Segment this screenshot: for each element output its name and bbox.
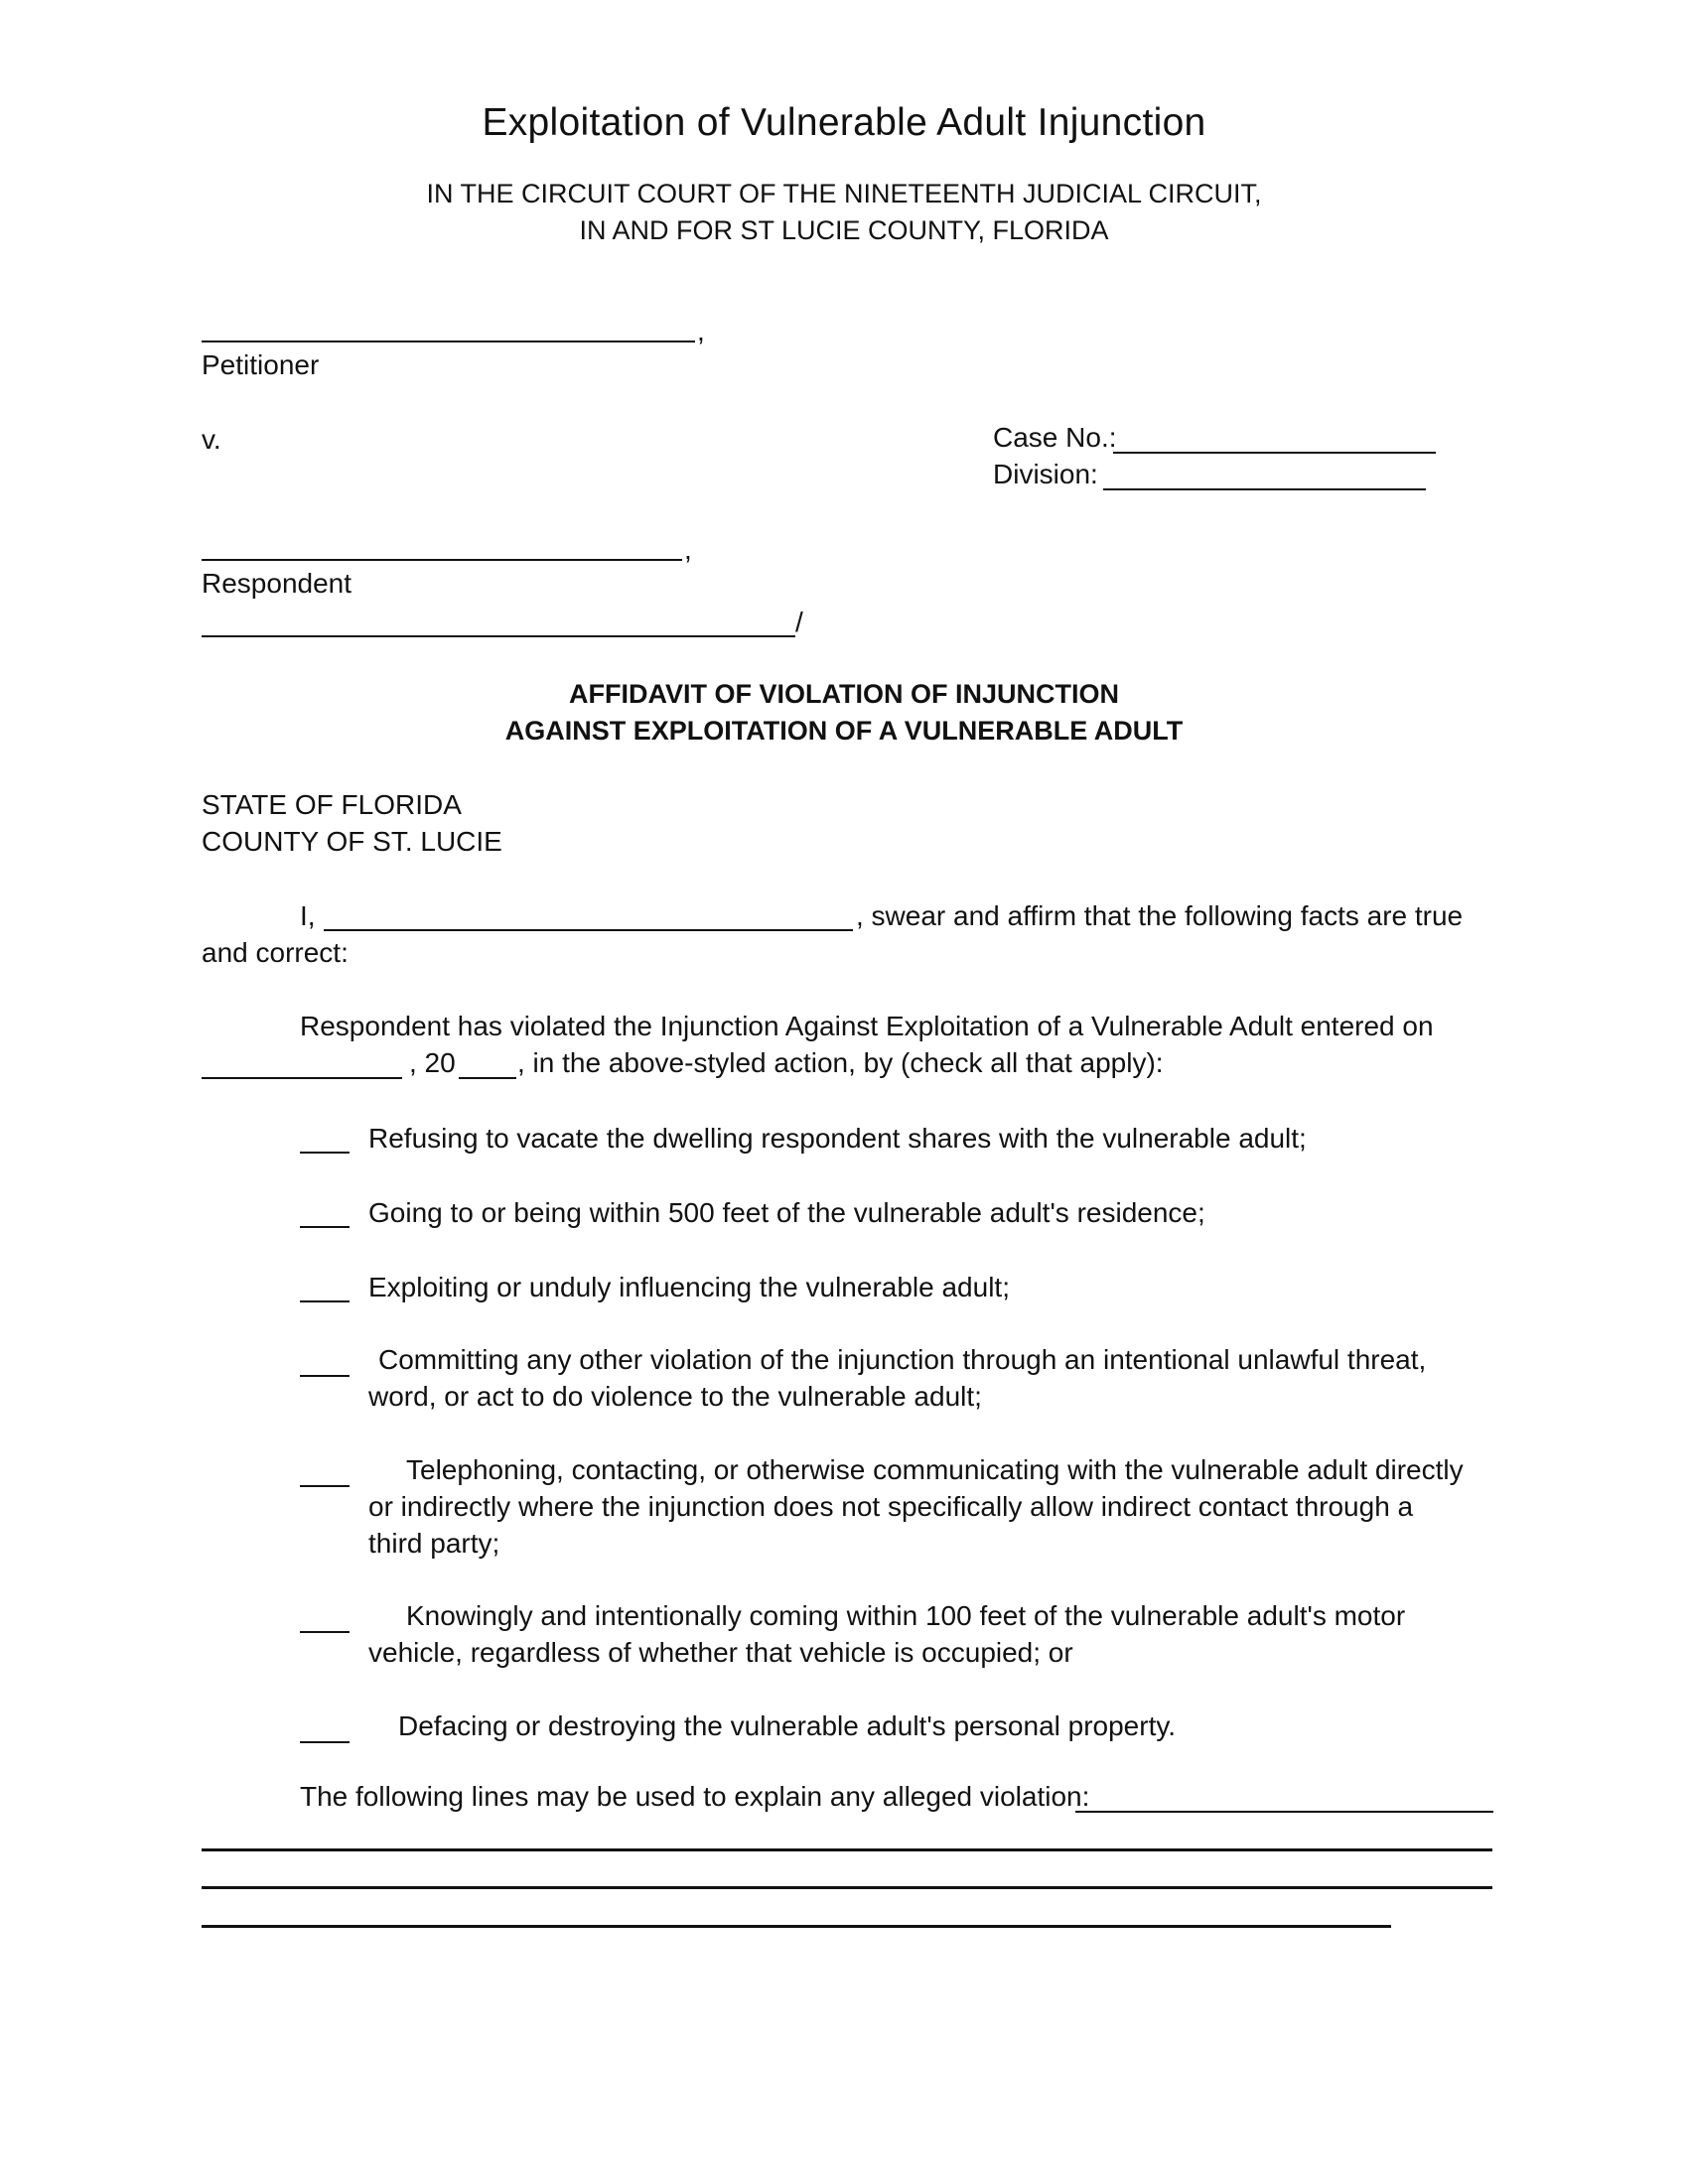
violation-check-4[interactable]	[300, 1375, 350, 1377]
explanation-line-0[interactable]	[1075, 1811, 1493, 1813]
petitioner-label: Petitioner	[202, 349, 320, 380]
explanation-line-2[interactable]	[202, 1886, 1492, 1889]
date-suffix: , in the above-styled action, by (check all that apply):	[517, 1047, 1164, 1078]
violation-item-6: Knowingly and intentionally coming within 100 feet of the vulnerable adult's motor vehicle, regardless of whether that vehicle is occupied; or	[368, 1600, 1406, 1668]
explanation-line-3[interactable]	[202, 1925, 1391, 1928]
date-year-prefix: , 20	[409, 1047, 456, 1078]
division-field[interactable]	[1103, 488, 1426, 490]
violation-item-1: Refusing to vacate the dwelling respondent shares with the vulnerable adult;	[368, 1123, 1307, 1154]
violation-check-1[interactable]	[300, 1152, 350, 1154]
affidavit-heading-1: AFFIDAVIT OF VIOLATION OF INJUNCTION	[569, 679, 1119, 709]
violation-check-3[interactable]	[300, 1300, 350, 1302]
oath-prefix: I,	[300, 900, 316, 931]
case-no-field[interactable]	[1113, 452, 1436, 454]
violation-item-7: Defacing or destroying the vulnerable adult's personal property.	[398, 1710, 1177, 1741]
petitioner-name-line[interactable]	[202, 341, 695, 342]
versus-label: v.	[202, 424, 221, 455]
violation-item-5: Telephoning, contacting, or otherwise communicating with the vulnerable adult directly or indirectly where the injunction does not specifically allow indirect contact through a third party;	[368, 1454, 1464, 1559]
document-title: Exploitation of Vulnerable Adult Injunction	[482, 101, 1206, 144]
violation-item-2: Going to or being within 500 feet of the vulnerable adult's residence;	[368, 1197, 1205, 1228]
respondent-label: Respondent	[202, 568, 352, 599]
oath-line-2: and correct:	[202, 937, 349, 968]
violation-item-4: Committing any other violation of the injunction through an intentional unlawful threat, word, or act to do violence to the vulnerable adult;	[368, 1344, 1427, 1412]
violation-check-5[interactable]	[300, 1485, 350, 1487]
respondent-name-line[interactable]	[202, 559, 682, 561]
respondent-comma: ,	[684, 534, 692, 565]
violation-check-6[interactable]	[300, 1631, 350, 1633]
caption-slash: /	[795, 607, 803, 637]
division-label: Division:	[993, 459, 1098, 489]
affidavit-heading-2: AGAINST EXPLOITATION OF A VULNERABLE ADULT	[504, 716, 1184, 746]
county-label: COUNTY OF ST. LUCIE	[202, 826, 502, 857]
caption-closing-line	[202, 635, 795, 637]
violation-item-3: Exploiting or unduly influencing the vulnerable adult;	[368, 1272, 1010, 1302]
case-no-label: Case No.:	[993, 422, 1117, 453]
affiant-name-field[interactable]	[324, 929, 853, 931]
violation-check-7[interactable]	[300, 1741, 350, 1743]
oath-suffix: , swear and affirm that the following facts are true	[856, 900, 1464, 931]
entry-date-field[interactable]	[202, 1077, 402, 1079]
violation-intro: Respondent has violated the Injunction Against Exploitation of a Vulnerable Adult entered on	[300, 1011, 1434, 1041]
petitioner-comma: ,	[697, 316, 705, 346]
court-line-1: IN THE CIRCUIT COURT OF THE NINETEENTH JUDICIAL CIRCUIT,	[426, 179, 1262, 208]
court-line-2: IN AND FOR ST LUCIE COUNTY, FLORIDA	[579, 215, 1109, 245]
violation-check-2[interactable]	[300, 1226, 350, 1228]
explanation-line-1[interactable]	[202, 1848, 1492, 1851]
state-label: STATE OF FLORIDA	[202, 789, 462, 820]
entry-year-field[interactable]	[459, 1077, 516, 1079]
explanation-prompt: The following lines may be used to explain any alleged violation:	[300, 1781, 1090, 1812]
